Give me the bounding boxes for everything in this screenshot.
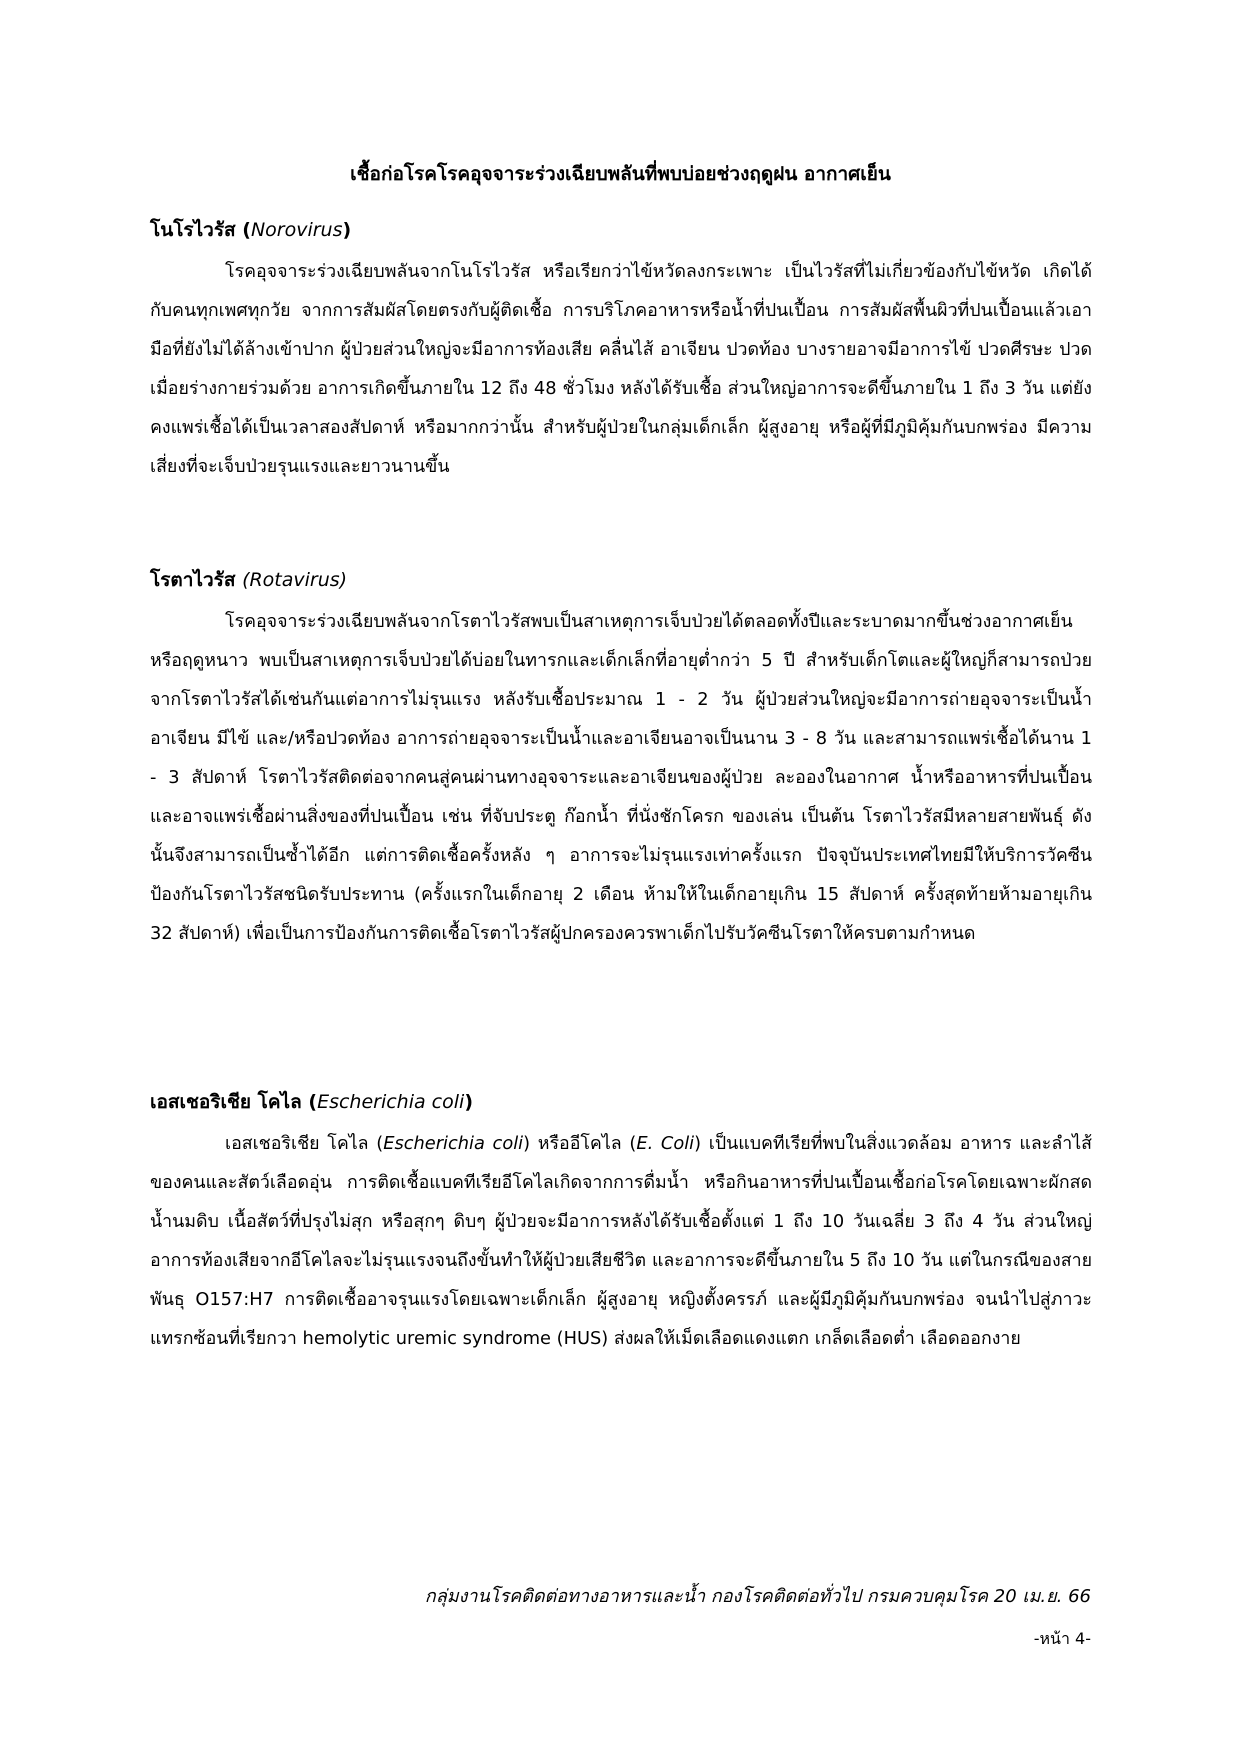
footer-source-note: กลุ่มงานโรคติดต่อทางอาหารและน้ำ กองโรคติดต่อทั่วไป กรมควบคุมโรค 20 เม.ย. 66	[424, 1586, 1091, 1607]
body-latin-text: Escherichia coli	[383, 1133, 524, 1154]
section-body-norovirus: โรคอุจจาระร่วงเฉียบพลันจากโนโรไวรัส หรือเรียกว่าไข้หวัดลงกระเพาะ เป็นไวรัสที่ไม่เกี่ยวข้องกับไข้หวัด เกิดได้กับคนทุกเพศทุกวัย จากการสัมผัสโดยตรงกับผู้ติดเชื้อ การบริโภคอาหารหรือน้ำที่ปนเปื้อน การสัมผัสพื้นผิวที่ปนเปื้อนแล้วเอามือที่ยังไม่ได้ล้างเข้าปาก ผู้ป่วยส่วนใหญ่จะมีอาการท้องเสีย คลื่นไส้ อาเจียน ปวดท้อง บางรายอาจมีอาการไข้ ปวดศีรษะ ปวดเมื่อยร่างกายร่วมด้วย อาการเกิดขึ้นภายใน 12 ถึง 48 ชั่วโมง หลังได้รับเชื้อ ส่วนใหญ่อาการจะดีขึ้นภายใน 1 ถึง 3 วัน แต่ยังคงแพร่เชื้อได้เป็นเวลาสองสัปดาห์ หรือมากกว่านั้น สำหรับผู้ป่วยในกลุ่มเด็กเล็ก ผู้สูงอายุ หรือผู้ที่มีภูมิคุ้มกันบกพร่อง มีความเสี่ยงที่จะเจ็บป่วยรุนแรงและยาวนานขึ้น	[150, 261, 1092, 477]
section-heading-rotavirus	[150, 564, 1091, 596]
section-heading-norovirus	[150, 214, 1091, 246]
heading-thai-text: โนโรไวรัส (	[150, 219, 251, 241]
page-number: -หน้า 4-	[1033, 1629, 1091, 1648]
section-body-ecoli	[150, 1124, 1092, 1358]
heading-latin-text: Norovirus	[250, 219, 343, 241]
section-body-rotavirus: โรคอุจจาระร่วงเฉียบพลันจากโรตาไวรัสพบเป็นสาเหตุการเจ็บป่วยได้ตลอดทั้งปีและระบาดมากขึ้นช่วงอากาศเย็น หรือฤดูหนาว พบเป็นสาเหตุการเจ็บป่วยได้บ่อยในทารกและเด็กเล็กที่อายุต่ำกว่า 5 ปี สำหรับเด็กโตและผู้ใหญ่ก็สามารถป่วยจากโรตาไวรัสได้เช่นกันแต่อาการไม่รุนแรง หลังรับเชื้อประมาณ 1 - 2 วัน ผู้ป่วยส่วนใหญ่จะมีอาการถ่ายอุจจาระเป็นน้ำ อาเจียน มีไข้ และ/หรือปวดท้อง อาการถ่ายอุจจาระเป็นน้ำและอาเจียนอาจเป็นนาน 3 - 8 วัน และสามารถแพร่เชื้อได้นาน 1 - 3 สัปดาห์ โรตาไวรัสติดต่อจากคนสู่คนผ่านทางอุจจาระและอาเจียนของผู้ป่วย ละอองในอากาศ น้ำหรืออาหารที่ปนเปื้อน และอาจแพร่เชื้อผ่านสิ่งของที่ปนเปื้อน เช่น ที่จับประตู ก๊อกน้ำ ที่นั่งชักโครก ของเล่น เป็นต้น โรตาไวรัสมีหลายสายพันธุ์ ดังนั้นจึงสามารถเป็นซ้ำได้อีก แต่การติดเชื้อครั้งหลัง ๆ อาการจะไม่รุนแรงเท่าครั้งแรก ปัจจุบันประเทศไทยมีให้บริการวัคซีนป้องกันโรตาไวรัสชนิดรับประทาน (ครั้งแรกในเด็กอายุ 2 เดือน ห้ามให้ในเด็กอายุเกิน 15 สัปดาห์ ครั้งสุดท้ายห้ามอายุเกิน 32 สัปดาห์) เพื่อเป็นการป้องกันการติดเชื้อโรตาไวรัสผู้ปกครองควรพาเด็กไปรับวัคซีนโรตาให้ครบตามกำหนด	[150, 611, 1092, 944]
heading-close-text: )	[342, 219, 352, 241]
heading-latin-text: (Rotavirus)	[242, 569, 348, 591]
heading-close-text: )	[464, 1091, 473, 1113]
heading-thai-text: เอสเชอริเชีย โคไล (	[150, 1091, 318, 1113]
section-heading-ecoli	[150, 1086, 1091, 1118]
heading-latin-text: Escherichia coli	[317, 1091, 465, 1113]
document-title: เชื้อก่อโรคโรคอุจจาระร่วงเฉียบพลันที่พบบ่อยช่วงฤดูฝน อากาศเย็น	[350, 163, 891, 185]
body-text: ) เป็นแบคทีเรียที่พบในสิ่งแวดล้อม อาหาร และลำไส้ของคนและสัตว์เลือดอุ่น การติดเชื้อแบคทีเรียอีโคไลเกิดจากการดื่มน้ำ หรือกินอาหารที่ปนเปื้อนเชื้อก่อโรคโดยเฉพาะผักสด น้ำนมดิบ เนื้อสัตว์ที่ปรุงไม่สุก หรือสุกๆ ดิบๆ ผู้ป่วยจะมีอาการหลังได้รับเชื้อตั้งแต่ 1 ถึง 10 วันเฉลี่ย 3 ถึง 4 วัน ส่วนใหญ่อาการท้องเสียจากอีโคไลจะไม่รุนแรงจนถึงขั้นทำให้ผู้ป่วยเสียชีวิต และอาการจะดีขึ้นภายใน 5 ถึง 10 วัน แต่ในกรณีของสายพันธุ O157:H7 การติดเชื้ออาจรุนแรงโดยเฉพาะเด็กเล็ก ผู้สูงอายุ หญิงตั้งครรภ์ และผู้มีภูมิคุ้มกันบกพร่อง จนนำไปสู่ภาวะแทรกซ้อนที่เรียกวา hemolytic uremic syndrome (HUS) ส่งผลให้เม็ดเลือดแดงแตก เกล็ดเลือดต่ำ เลือดออกงาย	[150, 1133, 1093, 1349]
body-latin-text: E. Coli	[636, 1133, 695, 1154]
body-text: เอสเชอริเชีย โคไล (	[225, 1133, 384, 1154]
heading-thai-text: โรตาไวรัส	[150, 569, 243, 591]
body-text: ) หรืออีโคไล (	[523, 1133, 637, 1154]
